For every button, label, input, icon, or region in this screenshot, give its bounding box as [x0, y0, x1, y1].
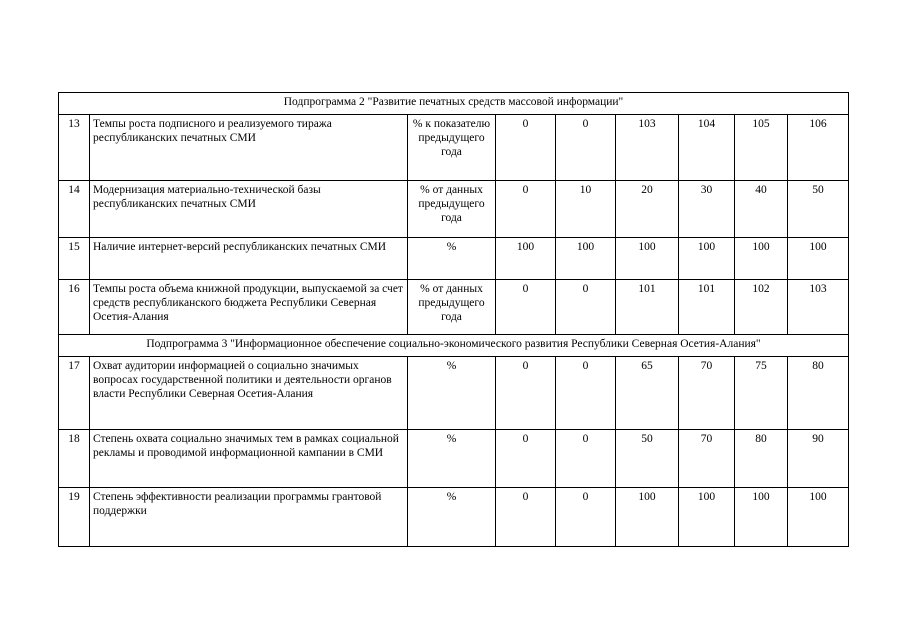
value-cell: 103: [788, 280, 849, 335]
value-cell: 105: [735, 115, 788, 181]
unit-of-measure: %: [408, 430, 496, 488]
value-cell: 70: [679, 430, 735, 488]
value-cell: 0: [496, 430, 556, 488]
value-cell: 100: [679, 488, 735, 547]
table-row: [59, 280, 849, 335]
value-cell: 0: [496, 181, 556, 238]
value-cell: 0: [496, 488, 556, 547]
value-cell: 0: [496, 280, 556, 335]
section-title-3: Подпрограмма 3 "Информационное обеспечение социально-экономического развития Республики Северная Осетия-Алания": [59, 335, 849, 357]
value-cell: 100: [556, 238, 616, 280]
value-cell: 106: [788, 115, 849, 181]
indicator-name: Темпы роста подписного и реализуемого тиража республиканских печатных СМИ: [90, 115, 408, 181]
value-cell: 100: [616, 238, 679, 280]
value-cell: 100: [788, 488, 849, 547]
value-cell: 100: [616, 488, 679, 547]
unit-of-measure: %: [408, 357, 496, 430]
section-header-row: [59, 335, 849, 357]
row-number: 19: [59, 488, 90, 547]
table-row: [59, 488, 849, 547]
table-row: [59, 238, 849, 280]
value-cell: 40: [735, 181, 788, 238]
indicators-table: [58, 92, 849, 547]
value-cell: 0: [556, 280, 616, 335]
row-number: 13: [59, 115, 90, 181]
row-number: 18: [59, 430, 90, 488]
table-row: [59, 430, 849, 488]
value-cell: 0: [496, 357, 556, 430]
value-cell: 100: [788, 238, 849, 280]
table-row: [59, 357, 849, 430]
unit-of-measure: % к показателю предыдущего года: [408, 115, 496, 181]
value-cell: 104: [679, 115, 735, 181]
section-header-row: [59, 93, 849, 115]
value-cell: 30: [679, 181, 735, 238]
unit-of-measure: % от данных предыдущего года: [408, 181, 496, 238]
value-cell: 70: [679, 357, 735, 430]
value-cell: 65: [616, 357, 679, 430]
indicator-name: Наличие интернет-версий республиканских печатных СМИ: [90, 238, 408, 280]
value-cell: 100: [496, 238, 556, 280]
indicator-name: Степень охвата социально значимых тем в рамках социальной рекламы и проводимой информационной кампании в СМИ: [90, 430, 408, 488]
value-cell: 80: [788, 357, 849, 430]
value-cell: 0: [556, 430, 616, 488]
value-cell: 101: [616, 280, 679, 335]
value-cell: 80: [735, 430, 788, 488]
value-cell: 90: [788, 430, 849, 488]
unit-of-measure: % от данных предыдущего года: [408, 280, 496, 335]
value-cell: 0: [556, 488, 616, 547]
section-title-2: Подпрограмма 2 "Развитие печатных средств массовой информации": [59, 93, 849, 115]
value-cell: 102: [735, 280, 788, 335]
row-number: 17: [59, 357, 90, 430]
value-cell: 100: [679, 238, 735, 280]
row-number: 15: [59, 238, 90, 280]
value-cell: 75: [735, 357, 788, 430]
value-cell: 0: [556, 115, 616, 181]
value-cell: 100: [735, 488, 788, 547]
value-cell: 103: [616, 115, 679, 181]
value-cell: 10: [556, 181, 616, 238]
table-row: [59, 115, 849, 181]
value-cell: 101: [679, 280, 735, 335]
value-cell: 100: [735, 238, 788, 280]
value-cell: 0: [556, 357, 616, 430]
unit-of-measure: %: [408, 488, 496, 547]
table-row: [59, 181, 849, 238]
value-cell: 20: [616, 181, 679, 238]
value-cell: 50: [788, 181, 849, 238]
value-cell: 50: [616, 430, 679, 488]
indicator-name: Охват аудитории информацией о социально значимых вопросах государственной политики и деятельности органов власти Республики Северная Осетия-Алания: [90, 357, 408, 430]
row-number: 16: [59, 280, 90, 335]
indicator-name: Степень эффективности реализации программы грантовой поддержки: [90, 488, 408, 547]
row-number: 14: [59, 181, 90, 238]
value-cell: 0: [496, 115, 556, 181]
unit-of-measure: %: [408, 238, 496, 280]
indicator-name: Темпы роста объема книжной продукции, выпускаемой за счет средств республиканского бюджета Республики Северная Осетия-Алания: [90, 280, 408, 335]
indicator-name: Модернизация материально-технической базы республиканских печатных СМИ: [90, 181, 408, 238]
